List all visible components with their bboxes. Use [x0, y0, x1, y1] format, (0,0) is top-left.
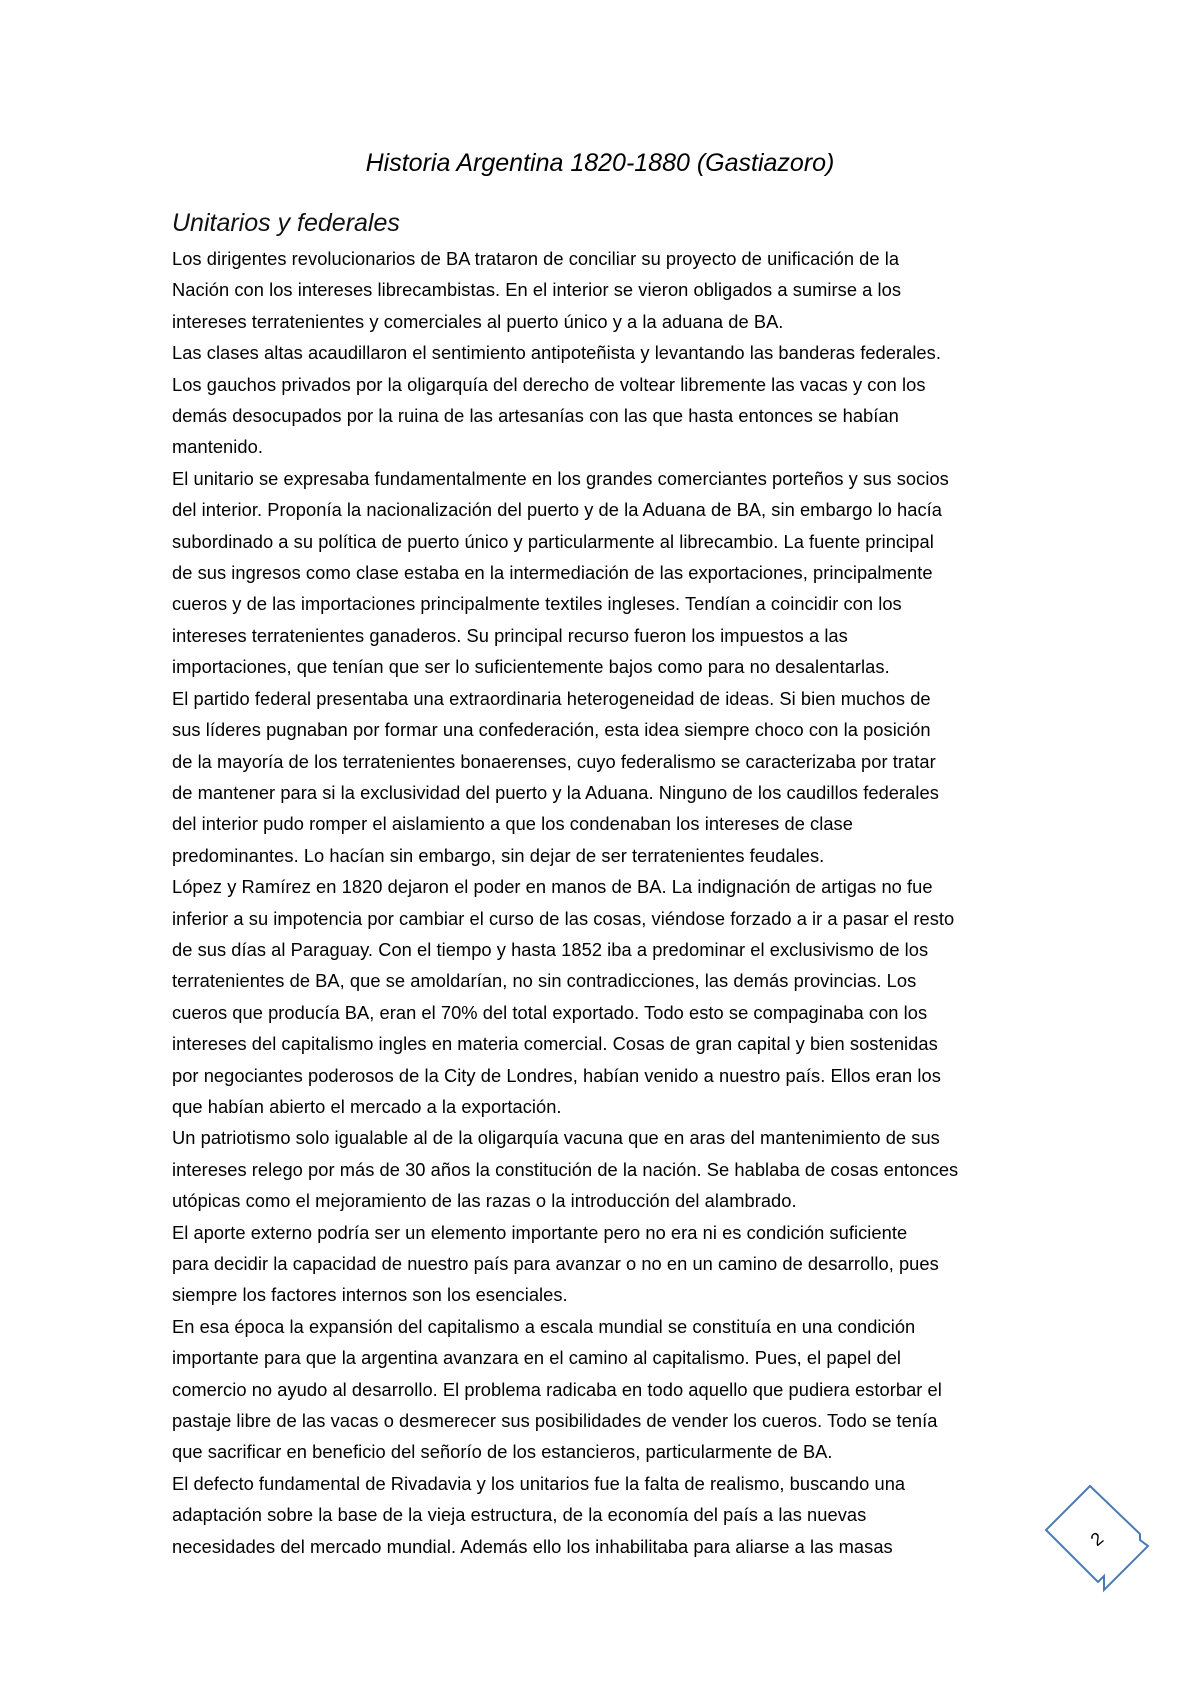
- body-line: Un patriotismo solo igualable al de la oligarquía vacuna que en aras del mantenimiento de sus: [172, 1127, 940, 1149]
- body-line: El partido federal presentaba una extraordinaria heterogeneidad de ideas. Si bien muchos de: [172, 687, 931, 709]
- body-line: subordinado a su política de puerto único y particularmente al librecambio. La fuente principal: [172, 530, 934, 552]
- body-line: En esa época la expansión del capitalismo a escala mundial se constituía en una condición: [172, 1315, 916, 1337]
- body-line: comercio no ayudo al desarrollo. El problema radicaba en todo aquello que pudiera estorbar el: [172, 1378, 942, 1400]
- body-line: terratenientes de BA, que se amoldarían, no sin contradicciones, las demás provincias. Los: [172, 970, 917, 992]
- body-text: [172, 243, 1052, 1562]
- body-line: intereses terratenientes ganaderos. Su principal recurso fueron los impuestos a las: [172, 624, 848, 646]
- body-line: Las clases altas acaudillaron el sentimiento antipoteñista y levantando las banderas federales.: [172, 342, 941, 364]
- body-line: sus líderes pugnaban por formar una confederación, esta idea siempre choco con la posición: [172, 719, 931, 741]
- body-line: de sus días al Paraguay. Con el tiempo y hasta 1852 iba a predominar el exclusivismo de los: [172, 938, 929, 960]
- body-line: mantenido.: [172, 436, 263, 458]
- body-line: de la mayoría de los terratenientes bonaerenses, cuyo federalismo se caracterizaba por tratar: [172, 750, 936, 772]
- body-line: López y Ramírez en 1820 dejaron el poder en manos de BA. La indignación de artigas no fue: [172, 876, 933, 898]
- body-line: por negociantes poderosos de la City de Londres, habían venido a nuestro país. Ellos eran los: [172, 1064, 941, 1086]
- body-line: intereses terratenientes y comerciales al puerto único y a la aduana de BA.: [172, 310, 784, 332]
- body-line: pastaje libre de las vacas o desmerecer sus posibilidades de vender los cueros. Todo se tenía: [172, 1410, 938, 1432]
- body-line: El defecto fundamental de Rivadavia y los unitarios fue la falta de realismo, buscando una: [172, 1472, 906, 1494]
- body-line: inferior a su impotencia por cambiar el curso de las cosas, viéndose forzado a ir a pasar el resto: [172, 907, 955, 929]
- body-line: necesidades del mercado mundial. Además ello los inhabilitaba para aliarse a las masas: [172, 1535, 893, 1557]
- body-line: predominantes. Lo hacían sin embargo, sin dejar de ser terratenientes feudales.: [172, 844, 825, 866]
- body-line: importante para que la argentina avanzara en el camino al capitalismo. Pues, el papel del: [172, 1347, 902, 1369]
- document-title: Historia Argentina 1820-1880 (Gastiazoro): [365, 149, 835, 177]
- body-line: cueros que producía BA, eran el 70% del total exportado. Todo esto se compaginaba con los: [172, 1001, 928, 1023]
- body-line: que habían abierto el mercado a la exportación.: [172, 1095, 562, 1117]
- body-line: del interior. Proponía la nacionalización del puerto y de la Aduana de BA, sin embargo lo hacía: [172, 499, 943, 521]
- body-line: para decidir la capacidad de nuestro país para avanzar o no en un camino de desarrollo, pues: [172, 1253, 939, 1274]
- body-line: El unitario se expresaba fundamentalmente en los grandes comerciantes porteños y sus socios: [172, 467, 949, 489]
- body-line: importaciones, que tenían que ser lo suficientemente bajos como para no desalentarlas.: [172, 656, 890, 678]
- body-line: Nación con los intereses librecambistas. En el interior se vieron obligados a sumirse a los: [172, 279, 902, 301]
- body-line: Los gauchos privados por la oligarquía del derecho de voltear libremente las vacas y con los: [172, 373, 926, 395]
- section-heading: Unitarios y federales: [172, 209, 400, 237]
- body-line: de mantener para si la exclusividad del puerto y la Aduana. Ninguno de los caudillos federales: [172, 781, 939, 803]
- body-line: adaptación sobre la base de la vieja estructura, de la economía del país a las nuevas: [172, 1504, 867, 1526]
- body-line: intereses del capitalismo ingles en materia comercial. Cosas de gran capital y bien sostenidas: [172, 1033, 938, 1055]
- body-line: El aporte externo podría ser un elemento importante pero no era ni es condición suficiente: [172, 1221, 908, 1243]
- body-line: utópicas como el mejoramiento de las razas o la introducción del alambrado.: [172, 1190, 797, 1212]
- body-line: que sacrificar en beneficio del señorío de los estancieros, particularmente de BA.: [172, 1441, 833, 1463]
- body-line: Los dirigentes revolucionarios de BA trataron de conciliar su proyecto de unificación de la: [172, 248, 900, 269]
- body-line: de sus ingresos como clase estaba en la intermediación de las exportaciones, principalmente: [172, 562, 933, 584]
- body-line: cueros y de las importaciones principalmente textiles ingleses. Tendían a coincidir con los: [172, 593, 902, 615]
- page-number: 2: [1086, 1528, 1108, 1550]
- body-line: del interior pudo romper el aislamiento a que los condenaban los intereses de clase: [172, 813, 853, 835]
- body-line: demás desocupados por la ruina de las artesanías con las que hasta entonces se habían: [172, 405, 899, 427]
- body-line: siempre los factores internos son los esenciales.: [172, 1284, 568, 1306]
- body-line: intereses relego por más de 30 años la constitución de la nación. Se hablaba de cosas entonces: [172, 1158, 959, 1180]
